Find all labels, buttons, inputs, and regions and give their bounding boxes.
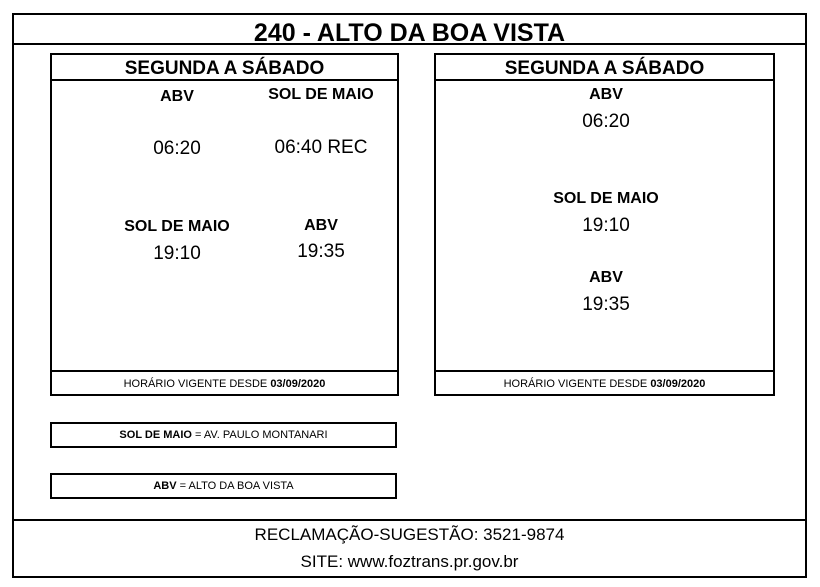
complaints-line: RECLAMAÇÃO-SUGESTÃO: 3521-9874	[254, 525, 565, 544]
left-row1-col1-label: ABV	[160, 88, 194, 105]
legend-definition: = AV. PAULO MONTANARI	[191, 429, 328, 441]
left-row1-col2-label: SOL DE MAIO	[268, 86, 374, 103]
right-panel-validity	[436, 370, 773, 394]
left-row1-col1-time: 06:20	[153, 138, 201, 159]
right-entry3-label: ABV	[589, 269, 623, 286]
right-panel-heading: SEGUNDA A SÁBADO	[436, 55, 773, 81]
right-entry2-label: SOL DE MAIO	[553, 190, 659, 207]
left-row2-col2-label: ABV	[304, 217, 338, 234]
left-row1-col2-time: 06:40 REC	[274, 137, 368, 158]
route-title: 240 - ALTO DA BOA VISTA	[14, 15, 805, 45]
right-entry1-label: ABV	[589, 86, 623, 103]
right-entry3-time: 19:35	[582, 294, 630, 315]
validity-label: HORÁRIO VIGENTE DESDE	[123, 378, 271, 390]
right-entry2-time: 19:10	[582, 215, 630, 236]
left-row2-col1-time: 19:10	[153, 243, 201, 264]
contact-footer	[14, 519, 805, 576]
left-panel-heading: SEGUNDA A SÁBADO	[52, 55, 397, 81]
validity-date: 03/09/2020	[650, 378, 706, 390]
validity-label: HORÁRIO VIGENTE DESDE	[503, 378, 651, 390]
legend-sol-de-maio	[50, 422, 397, 448]
right-schedule-panel	[434, 53, 775, 396]
left-row2-col2-time: 19:35	[297, 241, 345, 262]
validity-date: 03/09/2020	[270, 378, 326, 390]
legend-term: ABV	[153, 480, 177, 492]
left-schedule-panel	[50, 53, 399, 396]
legend-abv	[50, 473, 397, 499]
site-line: SITE: www.foztrans.pr.gov.br	[300, 552, 519, 571]
legend-definition: = ALTO DA BOA VISTA	[176, 480, 294, 492]
legend-term: SOL DE MAIO	[119, 429, 192, 441]
left-panel-validity	[52, 370, 397, 394]
schedule-frame	[12, 13, 807, 578]
left-row2-col1-label: SOL DE MAIO	[124, 218, 230, 235]
right-entry1-time: 06:20	[582, 111, 630, 132]
